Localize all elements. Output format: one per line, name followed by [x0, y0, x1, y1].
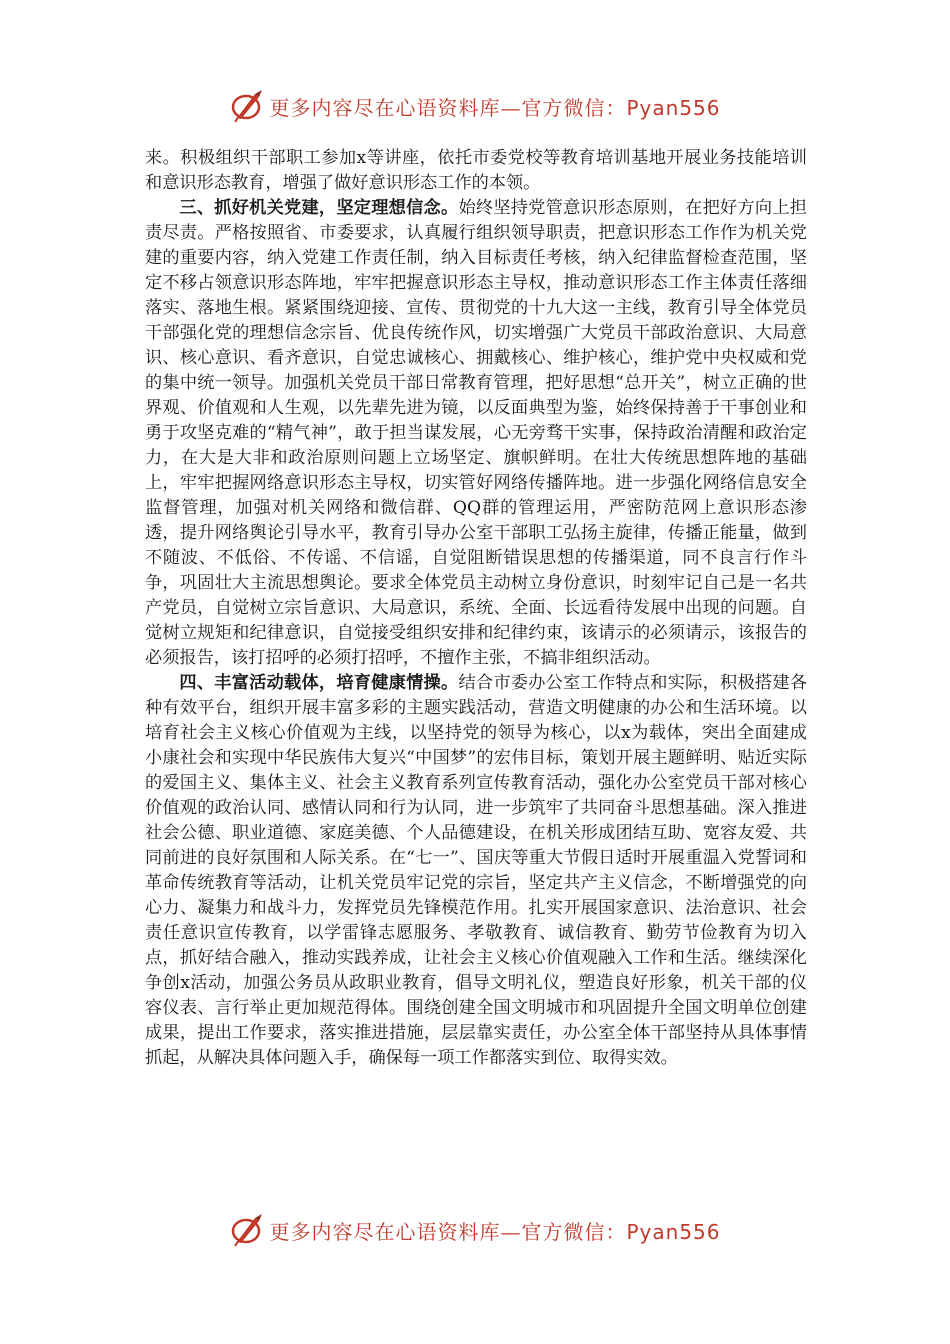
section-heading: 三、抓好机关党建，坚定理想信念。 [179, 198, 459, 218]
banner-text: 更多内容尽在心语资料库—官方微信：Pyan556 [269, 95, 721, 120]
banner-text: 更多内容尽在心语资料库—官方微信：Pyan556 [269, 1219, 721, 1244]
header-banner [0, 84, 950, 128]
footer-banner [0, 1208, 950, 1252]
paragraph-continuation: 来。积极组织干部职工参加x等讲座，依托市委党校等教育培训基地开展业务技能培训和意识形态教育，增强了做好意识形态工作的本领。 [145, 148, 807, 193]
section-heading: 四、丰富活动载体，培育健康情操。 [179, 673, 459, 693]
wechat-id: Pyan556 [626, 95, 721, 120]
quill-pen-logo-icon [229, 88, 265, 124]
paragraph-section-four: 四、丰富活动载体，培育健康情操。结合市委办公室工作特点和实际，积极搭建各种有效平台，组织开展丰富多彩的主题实践活动，营造文明健康的办公和生活环境。以培育社会主义核心价值观为主线，以坚持党的领导为核心，以x为载体，突出全面建成小康社会和实现中华民族伟大复兴“中国梦”的宏伟目标，策划开展主题鲜明、贴近实际的爱国主义、集体主义、社会主义教育系列宣传教育活动，强化办公室党员干部对核心价值观的政治认同、感情认同和行为认同，进一步筑牢了共同奋斗思想基础。深入推进社会公德、职业道德、家庭美德、个人品德建设，在机关形成团结互助、宽容友爱、共同前进的良好氛围和人际关系。在“七一”、国庆等重大节假日适时开展重温入党誓词和革命传统教育等活动，让机关党员牢记党的宗旨，坚定共产主义信念，不断增强党的向心力、凝集力和战斗力，发挥党员先锋模范作用。扎实开展国家意识、法治意识、社会责任意识宣传教育，以学雷锋志愿服务、孝敬教育、诚信教育、勤劳节俭教育为切入点，抓好结合融入，推动实践养成，让社会主义核心价值观融入工作和生活。继续深化争创x活动，加强公务员从政职业教育，倡导文明礼仪，塑造良好形象，机关干部的仪容仪表、言行举止更加规范得体。围绕创建全国文明城市和巩固提升全国文明单位创建成果，提出工作要求，落实推进措施，层层靠实责任，办公室全体干部坚持从具体事情抓起，从解决具体问题入手，确保每一项工作都落实到位、取得实效。 [145, 673, 807, 1068]
quill-pen-logo-icon [229, 1212, 265, 1248]
document-body [145, 146, 807, 1071]
wechat-id: Pyan556 [626, 1219, 721, 1244]
paragraph-section-three: 三、抓好机关党建，坚定理想信念。始终坚持党管意识形态原则，在把好方向上担责尽责。严格按照省、市委要求，认真履行组织领导职责，把意识形态工作作为机关党建的重要内容，纳入党建工作责任制，纳入目标责任考核，纳入纪律监督检查范围，坚定不移占领意识形态阵地，牢牢把握意识形态主导权，推动意识形态工作主体责任落细落实、落地生根。紧紧围绕迎接、宣传、贯彻党的十九大这一主线，教育引导全体党员干部强化党的理想信念宗旨、优良传统作风，切实增强广大党员干部政治意识、大局意识、核心意识、看齐意识，自觉忠诚核心、拥戴核心、维护核心，维护党中央权威和党的集中统一领导。加强机关党员干部日常教育管理，把好思想“总开关”，树立正确的世界观、价值观和人生观，以先辈先进为镜，以反面典型为鉴，始终保持善于干事创业和勇于攻坚克难的“精气神”，敢于担当谋发展，心无旁骛干实事，保持政治清醒和政治定力，在大是大非和政治原则问题上立场坚定、旗帜鲜明。在壮大传统思想阵地的基础上，牢牢把握网络意识形态主导权，切实管好网络传播阵地。进一步强化网络信息安全监督管理，加强对机关网络和微信群、QQ群的管理运用，严密防范网上意识形态渗透，提升网络舆论引导水平，教育引导办公室干部职工弘扬主旋律，传播正能量，做到不随波、不低俗、不传谣、不信谣，自觉阻断错误思想的传播渠道，同不良言行作斗争，巩固壮大主流思想舆论。要求全体党员主动树立身份意识，时刻牢记自己是一名共产党员，自觉树立宗旨意识、大局意识，系统、全面、长远看待发展中出现的问题。自觉树立规矩和纪律意识，自觉接受组织安排和纪律约束，该请示的必须请示，该报告的必须报告，该打招呼的必须打招呼，不擅作主张，不搞非组织活动。 [145, 198, 807, 668]
